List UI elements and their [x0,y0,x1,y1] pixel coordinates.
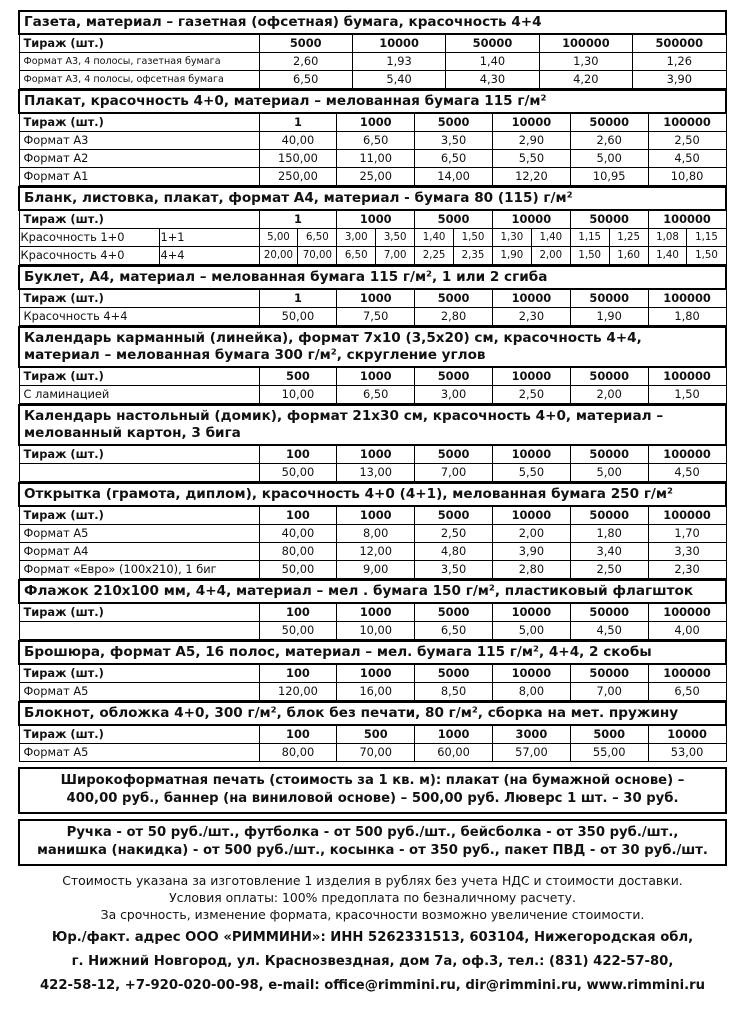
tirazh-cell: 5000 [415,445,493,464]
price-cell: 2,00 [531,247,570,265]
price-cell: 4,20 [539,71,632,89]
price-cell: 1,15 [570,229,609,247]
price-cell: 3,50 [415,132,493,150]
price-cell: 25,00 [337,168,415,186]
tirazh-cell: 10000 [492,664,570,683]
tirazh-cell: 50000 [570,506,648,525]
tirazh-cell: 50000 [446,34,539,53]
tirazh-cell: 10000 [492,506,570,525]
price-cell: 3,50 [376,229,415,247]
table-row [19,168,726,186]
table-row [19,683,726,701]
price-cell: 4,50 [648,464,726,482]
price-cell: 1,25 [609,229,648,247]
price-cell: 4,50 [570,622,648,640]
price-cell: 10,00 [259,386,337,404]
price-cell: 50,00 [259,561,337,579]
price-cell: 1,90 [492,247,531,265]
poster-price-table [18,89,727,186]
price-cell: 3,30 [648,543,726,561]
souvenirs-box [18,819,727,866]
tirazh-cell: 5000 [415,664,493,683]
section-title: Открытка (грамота, диплом), красочность 4+0 (4+1), мелованная бумага 250 г/м² [19,483,726,506]
price-cell: 2,50 [648,132,726,150]
tirazh-cell: 5000 [415,367,493,386]
price-cell: 7,00 [376,247,415,265]
price-cell: 80,00 [259,744,337,762]
tirazh-cell: 10000 [492,603,570,622]
tirazh-cell: 3000 [492,725,570,744]
tirazh-cell: 1000 [337,289,415,308]
price-cell: 10,80 [648,168,726,186]
row-label: Формат А1 [19,168,259,186]
price-cell: 1,90 [570,308,648,326]
row-label: Красочность 4+4 [19,308,259,326]
table-row [19,464,726,482]
table-row [19,744,726,762]
flag-price-table [18,579,727,640]
tirazh-cell: 100 [259,445,337,464]
tirazh-label: Тираж (шт.) [19,725,259,744]
table-row [19,71,726,89]
table-row [19,308,726,326]
tirazh-label: Тираж (шт.) [19,113,259,132]
tirazh-cell: 1000 [337,367,415,386]
price-cell: 1,26 [633,53,726,71]
price-cell: 150,00 [259,150,337,168]
tirazh-label: Тираж (шт.) [19,664,259,683]
price-cell: 3,40 [570,543,648,561]
row-label: Формат А4 [19,543,259,561]
row-label: Красочность 1+0 [19,229,159,247]
price-cell: 6,50 [337,247,376,265]
row-label [19,464,259,482]
price-cell: 1,40 [531,229,570,247]
tirazh-label: Тираж (шт.) [19,603,259,622]
price-cell: 14,00 [415,168,493,186]
tirazh-cell: 100000 [648,603,726,622]
tirazh-cell: 100 [259,664,337,683]
newspaper-price-table [18,10,727,89]
price-cell: 1,08 [648,229,687,247]
price-cell: 50,00 [259,622,337,640]
tirazh-label: Тираж (шт.) [19,367,259,386]
tirazh-cell: 1000 [415,725,493,744]
row-label: Формат А5 [19,525,259,543]
price-cell: 6,50 [298,229,337,247]
price-cell: 2,50 [492,386,570,404]
price-cell: 3,90 [492,543,570,561]
section-title: Буклет, А4, материал – мелованная бумага 115 г/м², 1 или 2 сгиба [19,266,726,289]
section-title: Брошюра, формат А5, 16 полос, материал – мел. бумага 115 г/м², 4+4, 2 скобы [19,641,726,664]
tirazh-cell: 5000 [415,506,493,525]
row-label: Формат «Евро» (100х210), 1 биг [19,561,259,579]
table-row [19,132,726,150]
price-cell: 2,80 [492,561,570,579]
address-line: Юр./факт. адрес ООО «РИММИНИ»: ИНН 5262331513, 603104, Нижегородская обл, [51,930,694,945]
price-cell: 40,00 [259,132,337,150]
tirazh-cell: 1000 [337,445,415,464]
price-cell: 3,00 [415,386,493,404]
tirazh-cell: 100000 [648,210,726,229]
price-cell: 40,00 [259,525,337,543]
tirazh-cell: 100000 [648,367,726,386]
terms-notes [18,872,727,923]
price-cell: 1,40 [648,247,687,265]
tirazh-cell: 5000 [415,603,493,622]
price-cell: 1,60 [609,247,648,265]
tirazh-cell: 1 [259,210,337,229]
note-line: За срочность, изменение формата, красочности возможно увеличение стоимости. [100,907,645,922]
tirazh-cell: 10000 [492,445,570,464]
tirazh-cell: 100 [259,603,337,622]
price-cell: 3,00 [337,229,376,247]
price-cell: 80,00 [259,543,337,561]
wide-format-line: 400,00 руб., баннер (на виниловой основе) – 500,00 руб. Люверс 1 шт. – 30 руб. [66,791,679,806]
postcard-price-table [18,482,727,579]
price-cell: 7,00 [570,683,648,701]
section-title: Бланк, листовка, плакат, формат А4, материал - бумага 80 (115) г/м² [19,187,726,210]
address-line: 422-58-12, +7-920-020-00-98, e-mail: office@rimmini.ru, dir@rimmini.ru, www.rimmini.ru [39,978,705,993]
price-cell: 2,30 [492,308,570,326]
tirazh-cell: 5000 [415,113,493,132]
tirazh-cell: 50000 [570,664,648,683]
price-cell: 120,00 [259,683,337,701]
souvenirs-line: Ручка - от 50 руб./шт., футболка - от 500 руб./шт., бейсболка - от 350 руб./шт., [66,825,679,840]
price-cell: 12,20 [492,168,570,186]
price-cell: 60,00 [415,744,493,762]
desk-calendar-price-table [18,404,727,482]
tirazh-cell: 5000 [570,725,648,744]
price-cell: 1,50 [454,229,493,247]
price-cell: 5,00 [492,622,570,640]
section-title: Газета, материал – газетная (офсетная) бумага, красочность 4+4 [19,11,726,34]
section-title: Флажок 210х100 мм, 4+4, материал – мел . бумага 150 г/м², пластиковый флагшток [19,580,726,603]
tirazh-cell: 10000 [492,210,570,229]
wide-format-line: Широкоформатная печать (стоимость за 1 кв. м): плакат (на бумажной основе) – [60,773,685,788]
price-cell: 57,00 [492,744,570,762]
price-cell: 250,00 [259,168,337,186]
tirazh-label: Тираж (шт.) [19,34,259,53]
price-cell: 1,40 [415,229,454,247]
price-cell: 6,50 [337,386,415,404]
tirazh-cell: 1000 [337,603,415,622]
tirazh-cell: 10000 [492,289,570,308]
row-label: Формат А3 [19,132,259,150]
note-line: Условия оплаты: 100% предоплата по безналичному расчету. [169,890,576,905]
price-cell: 12,00 [337,543,415,561]
tirazh-cell: 100000 [648,664,726,683]
price-cell: 1,30 [492,229,531,247]
table-row [19,53,726,71]
price-cell: 6,50 [415,150,493,168]
company-address [18,926,727,998]
price-cell: 8,00 [492,683,570,701]
tirazh-cell: 5000 [415,289,493,308]
table-row [19,229,726,247]
booklet-price-table [18,265,727,326]
price-cell: 11,00 [337,150,415,168]
tirazh-cell: 1 [259,113,337,132]
price-cell: 70,00 [337,744,415,762]
table-row [19,247,726,265]
price-cell: 10,95 [570,168,648,186]
row-label: С ламинацией [19,386,259,404]
tirazh-cell: 1000 [337,113,415,132]
tirazh-cell: 10000 [648,725,726,744]
section-title: Блокнот, обложка 4+0, 300 г/м², блок без печати, 80 г/м², сборка на мет. пружину [19,702,726,725]
price-cell: 4,00 [648,622,726,640]
section-title: Плакат, красочность 4+0, материал – мелованная бумага 115 г/м² [19,90,726,113]
tirazh-cell: 10000 [352,34,445,53]
tirazh-cell: 5000 [415,210,493,229]
tirazh-cell: 100000 [648,445,726,464]
price-cell: 2,00 [570,386,648,404]
tirazh-label: Тираж (шт.) [19,506,259,525]
tirazh-cell: 500000 [633,34,726,53]
row-label: Формат А5 [19,683,259,701]
price-cell: 20,00 [259,247,298,265]
tirazh-cell: 50000 [570,367,648,386]
letterhead-price-table [18,186,727,265]
address-line: г. Нижний Новгород, ул. Краснозвездная, дом 7а, оф.3, тел.: (831) 422-57-80, [71,954,674,969]
tirazh-cell: 100000 [539,34,632,53]
section-title: Календарь настольный (домик), формат 21х30 см, красочность 4+0, материал – мелованный картон, 3 бига [19,405,726,445]
price-cell: 1,15 [687,229,726,247]
row-sublabel: 4+4 [159,247,259,265]
price-cell: 6,50 [337,132,415,150]
tirazh-label: Тираж (шт.) [19,210,259,229]
price-cell: 7,00 [415,464,493,482]
price-cell: 6,50 [648,683,726,701]
tirazh-cell: 1000 [337,506,415,525]
tirazh-cell: 500 [337,725,415,744]
price-cell: 1,40 [446,53,539,71]
row-label: Формат А2 [19,150,259,168]
price-cell: 1,70 [648,525,726,543]
wide-format-box [18,767,727,814]
tirazh-cell: 10000 [492,367,570,386]
price-cell: 5,40 [352,71,445,89]
price-cell: 5,50 [492,150,570,168]
price-cell: 5,00 [570,150,648,168]
price-cell: 4,30 [446,71,539,89]
tirazh-cell: 1 [259,289,337,308]
price-cell: 50,00 [259,464,337,482]
price-cell: 2,30 [648,561,726,579]
price-cell: 5,00 [570,464,648,482]
price-cell: 5,50 [492,464,570,482]
tirazh-cell: 1000 [337,664,415,683]
table-row [19,525,726,543]
tirazh-cell: 100000 [648,506,726,525]
price-cell: 1,30 [539,53,632,71]
price-cell: 3,90 [633,71,726,89]
price-cell: 70,00 [298,247,337,265]
tirazh-cell: 50000 [570,113,648,132]
tirazh-cell: 100000 [648,289,726,308]
price-cell: 1,80 [648,308,726,326]
table-row [19,386,726,404]
row-label: Формат А3, 4 полосы, газетная бумага [19,53,259,71]
note-line: Стоимость указана за изготовление 1 изделия в рублях без учета НДС и стоимости доставки. [62,873,683,888]
price-cell: 4,80 [415,543,493,561]
tirazh-cell: 50000 [570,603,648,622]
row-label [19,622,259,640]
price-cell: 6,50 [415,622,493,640]
souvenirs-line: манишка (накидка) - от 500 руб./шт., косынка - от 350 руб., пакет ПВД - от 30 руб./шт. [37,843,708,858]
row-label: Формат А5 [19,744,259,762]
price-cell: 2,60 [570,132,648,150]
price-cell: 2,50 [415,525,493,543]
notebook-price-table [18,701,727,762]
price-cell: 16,00 [337,683,415,701]
price-cell: 1,93 [352,53,445,71]
table-row [19,150,726,168]
price-cell: 1,50 [570,247,609,265]
price-cell: 2,35 [454,247,493,265]
tirazh-cell: 100 [259,725,337,744]
price-cell: 8,00 [337,525,415,543]
tirazh-cell: 50000 [570,210,648,229]
price-cell: 2,60 [259,53,352,71]
price-cell: 2,25 [415,247,454,265]
price-cell: 2,90 [492,132,570,150]
price-cell: 6,50 [259,71,352,89]
price-cell: 50,00 [259,308,337,326]
row-label: Красочность 4+0 [19,247,159,265]
tirazh-label: Тираж (шт.) [19,289,259,308]
price-cell: 1,80 [570,525,648,543]
price-cell: 9,00 [337,561,415,579]
price-cell: 1,50 [648,386,726,404]
price-cell: 10,00 [337,622,415,640]
tirazh-cell: 50000 [570,445,648,464]
section-title: Календарь карманный (линейка), формат 7х10 (3,5х20) см, красочность 4+4, материал – мелованная бумага 300 г/м², скругление углов [19,327,726,367]
tirazh-cell: 100000 [648,113,726,132]
price-cell: 53,00 [648,744,726,762]
price-cell: 3,50 [415,561,493,579]
price-cell: 2,80 [415,308,493,326]
price-cell: 4,50 [648,150,726,168]
price-cell: 7,50 [337,308,415,326]
brochure-price-table [18,640,727,701]
tirazh-cell: 10000 [492,113,570,132]
tirazh-cell: 500 [259,367,337,386]
table-row [19,543,726,561]
price-cell: 1,50 [687,247,726,265]
table-row [19,561,726,579]
price-cell: 55,00 [570,744,648,762]
price-cell: 2,00 [492,525,570,543]
price-cell: 2,50 [570,561,648,579]
tirazh-cell: 1000 [337,210,415,229]
tirazh-label: Тираж (шт.) [19,445,259,464]
tirazh-cell: 5000 [259,34,352,53]
tirazh-cell: 50000 [570,289,648,308]
price-cell: 5,00 [259,229,298,247]
row-label: Формат А3, 4 полосы, офсетная бумага [19,71,259,89]
table-row [19,622,726,640]
pocket-calendar-price-table [18,326,727,404]
price-cell: 8,50 [415,683,493,701]
tirazh-cell: 100 [259,506,337,525]
row-sublabel: 1+1 [159,229,259,247]
price-cell: 13,00 [337,464,415,482]
